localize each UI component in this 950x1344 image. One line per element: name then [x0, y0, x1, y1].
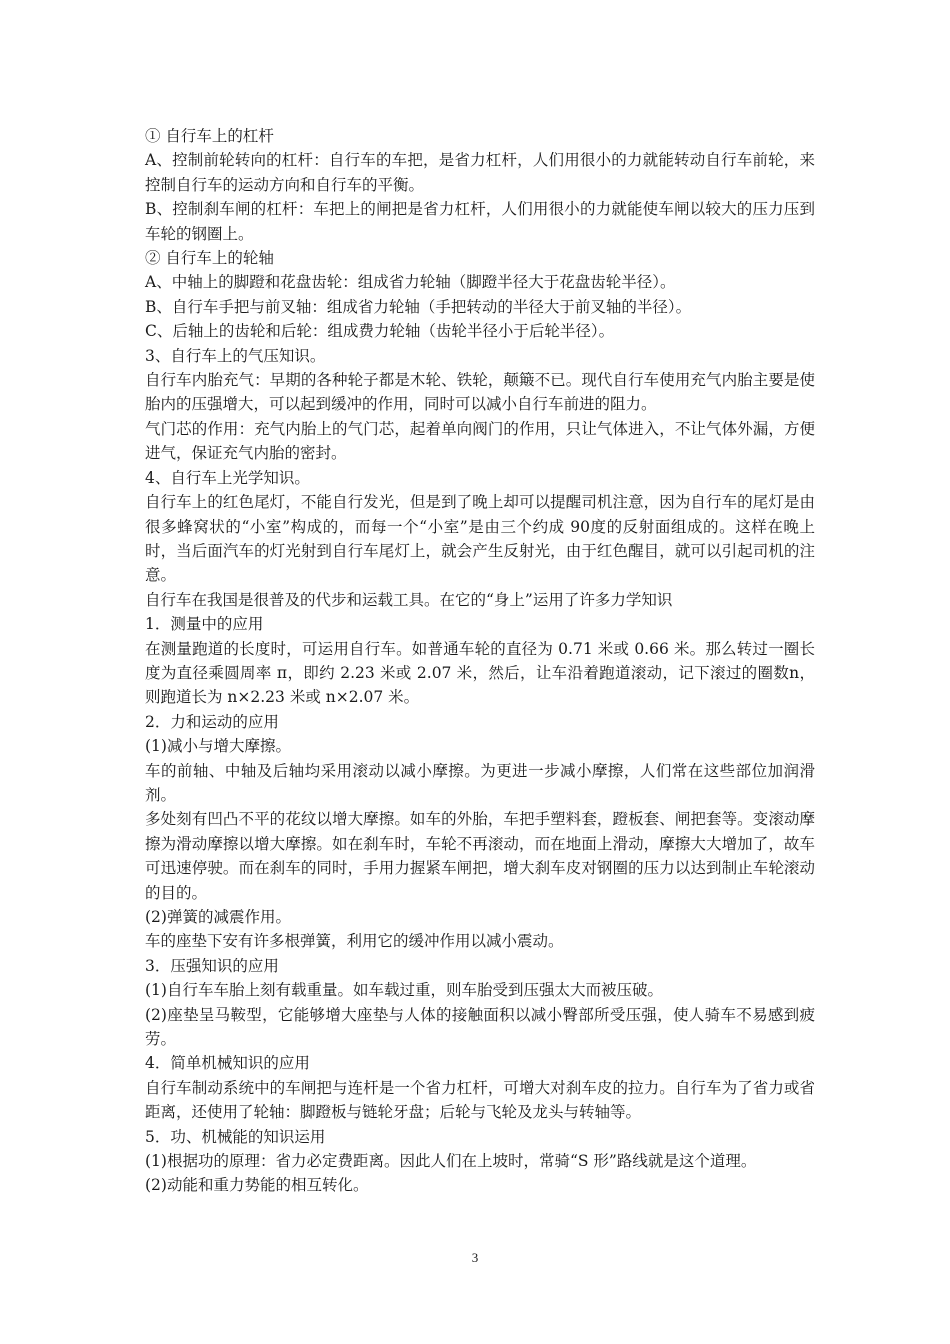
heading-work-energy: 5．功、机械能的知识运用	[145, 1127, 326, 1146]
paragraph-brake-lever: B、控制刹车闸的杠杆：车把上的闸把是省力杠杆，人们用很小的力就能使车闸以较大的压力压到车轮的钢圈上。	[145, 200, 815, 243]
heading-bicycle-wheel-axles: ② 自行车上的轮轴	[145, 249, 274, 268]
paragraph-work-principle: (1)根据功的原理：省力必定费距离。因此人们在上坡时，常骑“S 形”路线就是这个道理。	[145, 1152, 757, 1171]
heading-air-pressure: 3、自行车上的气压知识。	[145, 346, 326, 365]
heading-simple-machines: 4．简单机械知识的应用	[145, 1054, 310, 1073]
paragraph-energy-conversion: (2)动能和重力势能的相互转化。	[145, 1176, 369, 1195]
paragraph-rear-axle: C、后轴上的齿轮和后轮：组成费力轮轴（齿轮半径小于后轮半径）。	[145, 322, 615, 341]
paragraph-rolling-friction: 车的前轴、中轴及后轴均采用滚动以减小摩擦。为更进一步减小摩擦，人们常在这些部位加润滑剂。	[145, 761, 815, 804]
paragraph-increase-friction: 多处刻有凹凸不平的花纹以增大摩擦。如车的外胎，车把手塑料套，蹬板套、闸把套等。变滚动摩擦为滑动摩擦以增大摩擦。如在刹车时，车轮不再滚动，而在地面上滑动，摩擦大大增加了，故车可迅速停驶。而在刹车的同时，手用力握紧车闸把，增大刹车皮对钢圈的压力以达到制止车轮滚动的目的。	[145, 810, 815, 902]
paragraph-valve-core: 气门芯的作用：充气内胎上的气门芯，起着单向阀门的作用，只让气体进入，不让气体外漏，方便进气，保证充气内胎的密封。	[145, 419, 815, 463]
paragraph-tail-light: 自行车上的红色尾灯，不能自行发光，但是到了晚上却可以提醒司机注意，因为自行车的尾灯是由很多蜂窝状的“小室”构成的，而每一个“小室”是由三个约成 90度的反射面组成的。这样在晚上时，当后面汽车的灯光射到自行车尾灯上，就会产生反射光，由于红色醒目，就可以引起司机的注意。	[145, 493, 815, 585]
subheading-springs: (2)弹簧的减震作用。	[145, 908, 291, 926]
paragraph-saddle: (2)座垫呈马鞍型，它能够增大座垫与人体的接触面积以减小臀部所受压强，使人骑车不易感到疲劳。	[145, 1005, 815, 1049]
heading-measurement: 1．测量中的应用	[145, 615, 264, 634]
page-body	[145, 124, 815, 1198]
paragraph-measurement: 在测量跑道的长度时，可运用自行车。如普通车轮的直径为 0.71 米或 0.66 米。那么转过一圈长度为直径乘圆周率 π，即约 2.23 米或 2.07 米，然后，让车沿着跑道滚动，记下滚过的圈数n，则跑道长为 n×2.23 米或 n×2.07 米。	[145, 639, 815, 707]
paragraph-springs: 车的座垫下安有许多根弹簧，利用它的缓冲作用以减小震动。	[145, 932, 564, 951]
paragraph-pedal-axle: A、中轴上的脚蹬和花盘齿轮：组成省力轮轴（脚蹬半径大于花盘齿轮半径）。	[145, 273, 676, 292]
heading-force-motion: 2．力和运动的应用	[145, 712, 279, 731]
heading-bicycle-levers: ① 自行车上的杠杆	[145, 127, 274, 145]
page-number: 3	[471, 1250, 479, 1265]
paragraph-brake-system: 自行车制动系统中的车闸把与连杆是一个省力杠杆，可增大对刹车皮的拉力。自行车为了省力或省距离，还使用了轮轴：脚蹬板与链轮牙盘；后轮与飞轮及龙头与转轴等。	[145, 1078, 815, 1122]
subheading-friction: (1)减小与增大摩擦。	[145, 737, 291, 756]
paragraph-front-wheel-lever: A、控制前轮转向的杠杆：自行车的车把，是省力杠杆，人们用很小的力就能转动自行车前轮，来控制自行车的运动方向和自行车的平衡。	[145, 151, 815, 194]
heading-optics: 4、自行车上光学知识。	[145, 468, 310, 487]
paragraph-tire-load: (1)自行车车胎上刻有载重量。如车载过重，则车胎受到压强太大而被压破。	[145, 981, 663, 1000]
paragraph-inner-tube: 自行车内胎充气：早期的各种轮子都是木轮、铁轮，颠簸不已。现代自行车使用充气内胎主要是使胎内的压强增大，可以起到缓冲的作用，同时可以减小自行车前进的阻力。	[145, 371, 815, 414]
heading-pressure: 3．压强知识的应用	[145, 956, 279, 975]
paragraph-mechanics-intro: 自行车在我国是很普及的代步和运载工具。在它的“身上”运用了许多力学知识	[145, 590, 673, 609]
paragraph-handlebar-axle: B、自行车手把与前叉轴：组成省力轮轴（手把转动的半径大于前叉轴的半径）。	[145, 297, 692, 316]
